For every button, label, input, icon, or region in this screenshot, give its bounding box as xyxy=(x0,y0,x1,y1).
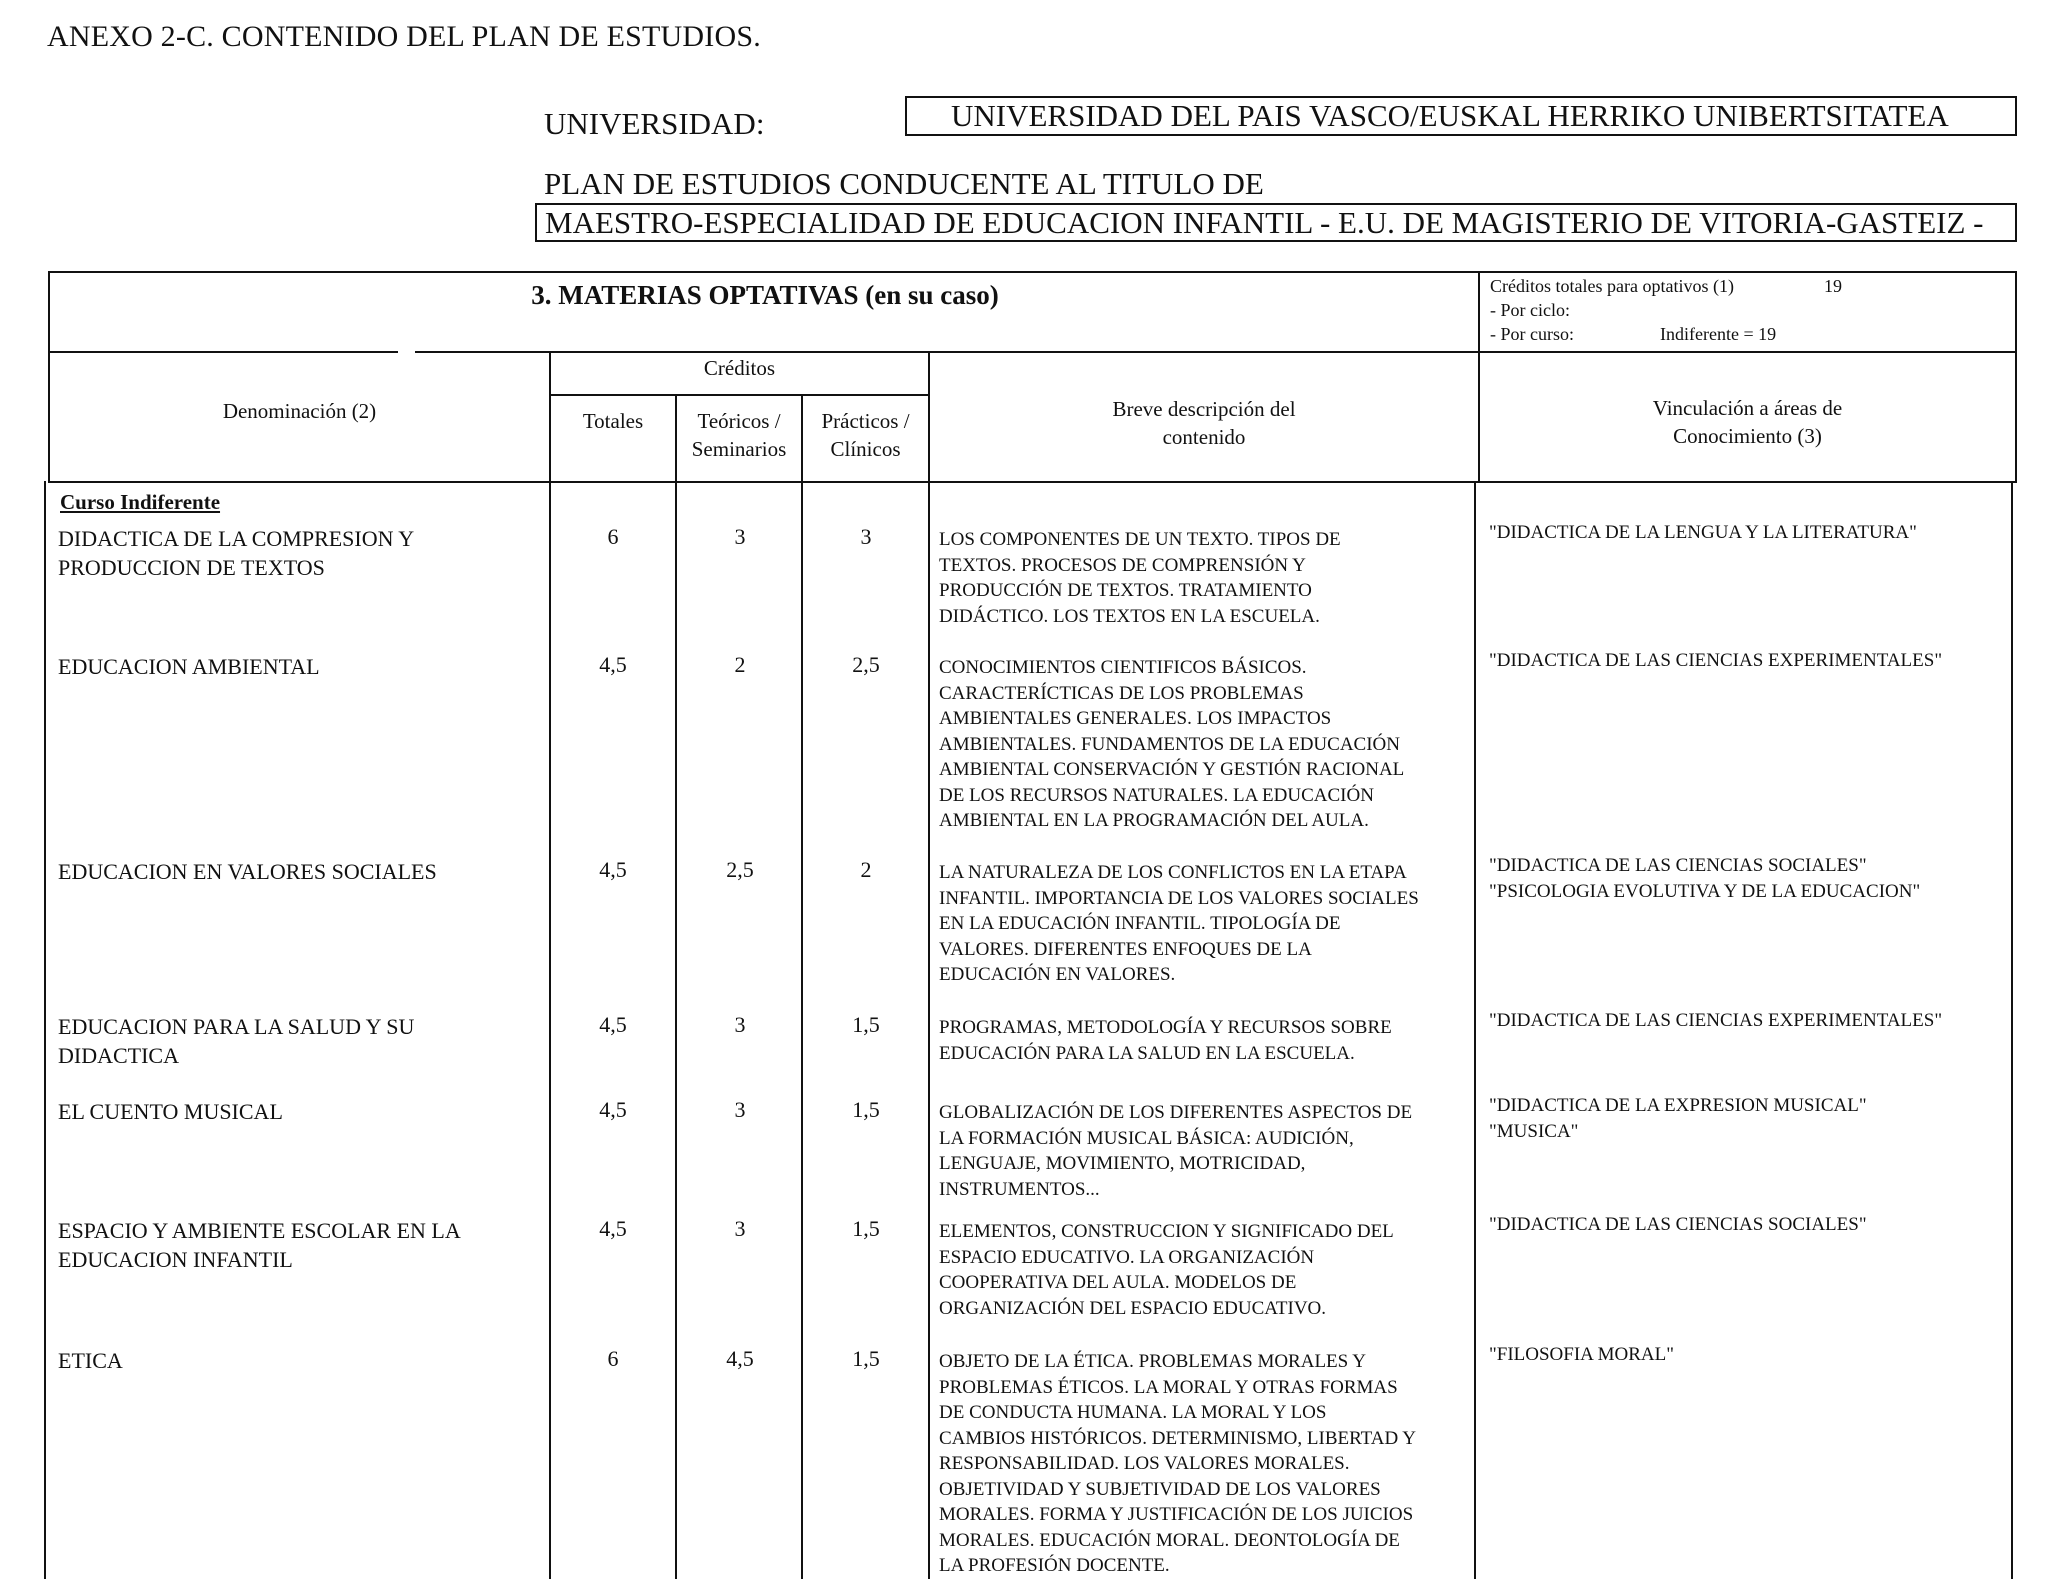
credits-total: 6 xyxy=(607,1346,619,1371)
content-description xyxy=(939,527,1479,629)
content-description xyxy=(939,1015,1479,1066)
col-line-name xyxy=(549,351,551,1579)
description-line: LOS COMPONENTES DE UN TEXTO. TIPOS DE xyxy=(939,529,1341,550)
col-header-name: Denominación (2) xyxy=(222,399,377,423)
col-header-area-2: Conocimiento (3) xyxy=(1673,424,1822,448)
col-line-total xyxy=(675,394,677,1579)
credits-practicos: 2 xyxy=(860,857,872,882)
description-line: AMBIENTALES. FUNDAMENTOS DE LA EDUCACIÓN xyxy=(939,733,1400,755)
knowledge-areas xyxy=(1489,520,2019,546)
description-line: DE LOS RECURSOS NATURALES. LA EDUCACIÓN xyxy=(939,784,1374,806)
subject-name xyxy=(58,1097,528,1126)
title-divider-right xyxy=(415,351,2017,353)
description-line: LA PROFESIÓN DOCENTE. xyxy=(939,1555,1170,1576)
knowledge-area: "DIDACTICA DE LAS CIENCIAS SOCIALES" xyxy=(1489,1214,1867,1235)
description-line: AMBIENTAL CONSERVACIÓN Y GESTIÓN RACIONAL xyxy=(939,759,1405,780)
knowledge-area: "DIDACTICA DE LA EXPRESION MUSICAL" xyxy=(1489,1095,1867,1116)
credits-total: 6 xyxy=(607,524,619,549)
description-line: PRODUCCIÓN DE TEXTOS. TRATAMIENTO xyxy=(939,580,1312,601)
description-line: AMBIENTAL EN LA PROGRAMACIÓN DEL AULA. xyxy=(939,810,1369,831)
credits-teoricos: 2,5 xyxy=(726,857,754,882)
credits-total: 4,5 xyxy=(599,857,627,882)
totals-line-3: - Por curso: xyxy=(1490,324,1574,344)
knowledge-areas xyxy=(1489,648,2019,674)
description-line: EDUCACIÓN PARA LA SALUD EN LA ESCUELA. xyxy=(939,1042,1355,1064)
description-line: MORALES. EDUCACIÓN MORAL. DEONTOLOGÍA DE xyxy=(939,1529,1400,1551)
credits-total: 4,5 xyxy=(599,1097,627,1122)
description-line: EDUCACIÓN EN VALORES. xyxy=(939,964,1176,985)
title-divider-left xyxy=(48,351,398,353)
col-header-credits: Créditos xyxy=(703,356,776,380)
subject-name-line: DIDACTICA DE LA COMPRESION Y xyxy=(58,526,415,551)
plan-title-box: MAESTRO-ESPECIALIDAD DE EDUCACION INFANTIL - E.U. DE MAGISTERIO DE VITORIA-GASTEIZ - xyxy=(535,203,2017,242)
knowledge-areas xyxy=(1489,853,2019,905)
table-top-border xyxy=(48,271,2017,273)
credits-group-divider xyxy=(551,394,928,396)
col-header-teoricos-2: Seminarios xyxy=(691,437,787,461)
col-header-practicos-2: Clínicos xyxy=(830,437,901,461)
credits-practicos: 1,5 xyxy=(852,1097,880,1122)
subject-name xyxy=(58,1346,528,1375)
credits-teoricos: 2 xyxy=(734,652,746,677)
credits-totals xyxy=(1490,274,2010,346)
knowledge-areas xyxy=(1489,1008,2019,1034)
content-description xyxy=(939,1100,1479,1202)
col-header-desc-1: Breve descripción del xyxy=(1112,397,1296,421)
subject-name xyxy=(58,1012,528,1070)
credits-total: 4,5 xyxy=(599,1216,627,1241)
description-line: ESPACIO EDUCATIVO. LA ORGANIZACIÓN xyxy=(939,1246,1315,1268)
subject-name-line: EDUCACION PARA LA SALUD Y SU xyxy=(58,1014,415,1039)
col-line-left xyxy=(44,481,46,1579)
subject-name-line: PRODUCCION DE TEXTOS xyxy=(58,555,325,580)
col-header-total: Totales xyxy=(582,409,644,433)
col-header-area-1: Vinculación a áreas de xyxy=(1652,396,1843,420)
col-header-practicos xyxy=(803,407,928,463)
description-line: CAMBIOS HISTÓRICOS. DETERMINISMO, LIBERTAD Y xyxy=(939,1427,1416,1449)
knowledge-area: "FILOSOFIA MORAL" xyxy=(1489,1344,1674,1365)
subject-name-line: EDUCACION EN VALORES SOCIALES xyxy=(58,859,437,884)
annex-title: ANEXO 2-C. CONTENIDO DEL PLAN DE ESTUDIOS. xyxy=(47,20,761,53)
col-header-practicos-1: Prácticos / xyxy=(821,409,910,433)
content-description xyxy=(939,655,1479,834)
subject-name xyxy=(58,857,528,886)
credits-practicos: 3 xyxy=(860,524,872,549)
totals-line-2: - Por ciclo: xyxy=(1490,300,1570,320)
description-line: TEXTOS. PROCESOS DE COMPRENSIÓN Y xyxy=(939,554,1306,576)
description-line: LA NATURALEZA DE LOS CONFLICTOS EN LA ETAPA xyxy=(939,862,1407,883)
plan-label: PLAN DE ESTUDIOS CONDUCENTE AL TITULO DE xyxy=(544,166,1264,201)
subject-name xyxy=(58,1216,528,1274)
subject-name xyxy=(58,524,528,582)
credits-teoricos: 4,5 xyxy=(726,1346,754,1371)
knowledge-area: "DIDACTICA DE LAS CIENCIAS EXPERIMENTALES" xyxy=(1489,650,1943,671)
description-line: RESPONSABILIDAD. LOS VALORES MORALES. xyxy=(939,1453,1350,1474)
subject-name-line: ETICA xyxy=(58,1348,123,1373)
col-header-area xyxy=(1480,394,2015,450)
description-line: MORALES. FORMA Y JUSTIFICACIÓN DE LOS JUICIOS xyxy=(939,1504,1414,1525)
credits-total: 4,5 xyxy=(599,1012,627,1037)
description-line: OBJETO DE LA ÉTICA. PROBLEMAS MORALES Y xyxy=(939,1351,1366,1372)
description-line: INFANTIL. IMPORTANCIA DE LOS VALORES SOCIALES xyxy=(939,887,1419,909)
col-line-teoricos xyxy=(801,394,803,1579)
credits-total: 4,5 xyxy=(599,652,627,677)
knowledge-area: "DIDACTICA DE LAS CIENCIAS SOCIALES" xyxy=(1489,855,1867,876)
credits-practicos: 1,5 xyxy=(852,1346,880,1371)
col-header-teoricos xyxy=(677,407,801,463)
description-line: CARACTERÍCTICAS DE LOS PROBLEMAS xyxy=(939,682,1304,704)
section-title: 3. MATERIAS OPTATIVAS (en su caso) xyxy=(531,280,999,310)
col-header-teoricos-1: Teóricos / xyxy=(697,409,781,433)
credits-teoricos: 3 xyxy=(734,1012,746,1037)
knowledge-areas xyxy=(1489,1342,2019,1368)
subject-name-line: ESPACIO Y AMBIENTE ESCOLAR EN LA xyxy=(58,1218,461,1243)
col-header-desc-2: contenido xyxy=(1162,425,1246,449)
credits-teoricos: 3 xyxy=(734,1097,746,1122)
description-line: PROBLEMAS ÉTICOS. LA MORAL Y OTRAS FORMAS xyxy=(939,1376,1398,1398)
description-line: LENGUAJE, MOVIMIENTO, MOTRICIDAD, xyxy=(939,1153,1306,1174)
knowledge-areas xyxy=(1489,1212,2019,1238)
description-line: INSTRUMENTOS... xyxy=(939,1178,1100,1200)
description-line: LA FORMACIÓN MUSICAL BÁSICA: AUDICIÓN, xyxy=(939,1127,1354,1149)
knowledge-areas xyxy=(1489,1093,2019,1145)
group-label: Curso Indiferente xyxy=(60,490,221,514)
knowledge-area: "DIDACTICA DE LAS CIENCIAS EXPERIMENTALES" xyxy=(1489,1010,1943,1031)
subject-name-line: EL CUENTO MUSICAL xyxy=(58,1099,283,1124)
description-line: GLOBALIZACIÓN DE LOS DIFERENTES ASPECTOS DE xyxy=(939,1102,1413,1123)
table-right-border-top xyxy=(2015,271,2017,483)
content-description xyxy=(939,860,1479,988)
description-line: DE CONDUCTA HUMANA. LA MORAL Y LOS xyxy=(939,1402,1327,1423)
content-description xyxy=(939,1349,1479,1579)
col-header-desc xyxy=(930,395,1478,451)
subject-name xyxy=(58,652,528,681)
content-description xyxy=(939,1219,1479,1321)
description-line: COOPERATIVA DEL AULA. MODELOS DE xyxy=(939,1272,1297,1293)
credits-practicos: 1,5 xyxy=(852,1012,880,1037)
description-line: ELEMENTOS, CONSTRUCCION Y SIGNIFICADO DEL xyxy=(939,1221,1394,1242)
description-line: OBJETIVIDAD Y SUBJETIVIDAD DE LOS VALORES xyxy=(939,1478,1381,1500)
university-name-box: UNIVERSIDAD DEL PAIS VASCO/EUSKAL HERRIKO UNIBERTSITATEA xyxy=(905,96,2017,136)
knowledge-area: "MUSICA" xyxy=(1489,1121,1579,1142)
description-line: AMBIENTALES GENERALES. LOS IMPACTOS xyxy=(939,708,1332,729)
knowledge-area: "PSICOLOGIA EVOLUTIVA Y DE LA EDUCACION" xyxy=(1489,881,1921,902)
description-line: PROGRAMAS, METODOLOGÍA Y RECURSOS SOBRE xyxy=(939,1017,1392,1038)
totals-line-1: Créditos totales para optativos (1) xyxy=(1490,276,1734,296)
header-bottom-border xyxy=(48,481,2017,483)
university-label: UNIVERSIDAD: xyxy=(544,106,765,141)
description-line: ORGANIZACIÓN DEL ESPACIO EDUCATIVO. xyxy=(939,1297,1327,1319)
description-line: VALORES. DIFERENTES ENFOQUES DE LA xyxy=(939,938,1312,960)
description-line: CONOCIMIENTOS CIENTIFICOS BÁSICOS. xyxy=(939,657,1307,678)
subject-name-line: EDUCACION AMBIENTAL xyxy=(58,654,320,679)
credits-teoricos: 3 xyxy=(734,524,746,549)
credits-teoricos: 3 xyxy=(734,1216,746,1241)
totals-value-3: Indiferente = 19 xyxy=(1660,324,1777,344)
description-line: DIDÁCTICO. LOS TEXTOS EN LA ESCUELA. xyxy=(939,605,1320,627)
credits-practicos: 2,5 xyxy=(852,652,880,677)
subject-name-line: DIDACTICA xyxy=(58,1043,179,1068)
credits-practicos: 1,5 xyxy=(852,1216,880,1241)
description-line: EN LA EDUCACIÓN INFANTIL. TIPOLOGÍA DE xyxy=(939,913,1341,934)
subject-name-line: EDUCACION INFANTIL xyxy=(58,1247,293,1272)
knowledge-area: "DIDACTICA DE LA LENGUA Y LA LITERATURA" xyxy=(1489,522,1917,543)
col-line-practicos xyxy=(928,351,930,1579)
totals-value-1: 19 xyxy=(1824,276,1842,296)
